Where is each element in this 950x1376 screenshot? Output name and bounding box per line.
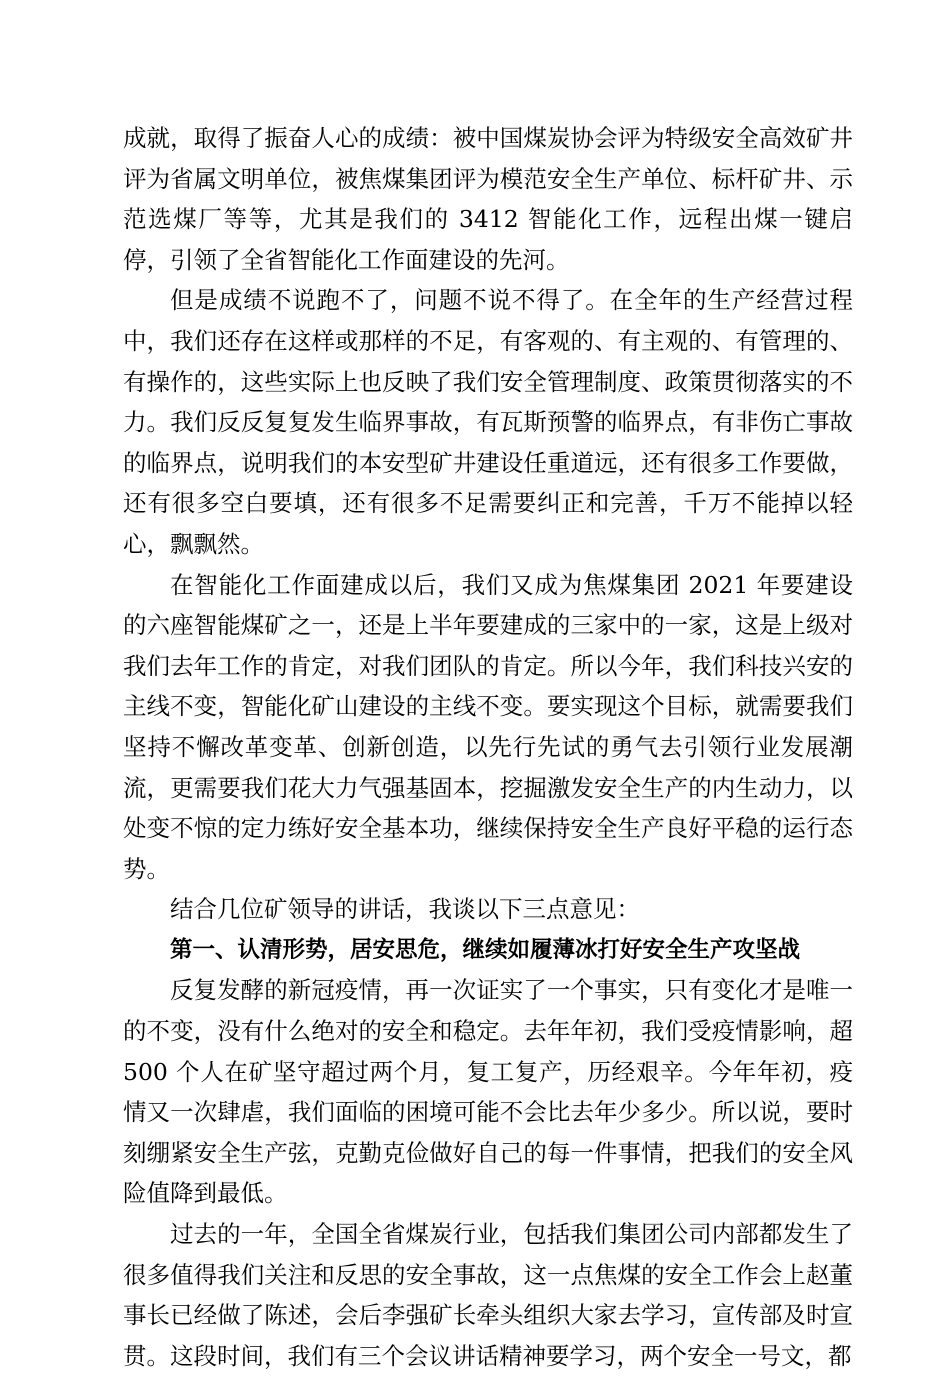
section-heading-first: 第一、认清形势，居安思危，继续如履薄冰打好安全生产攻坚战: [170, 936, 801, 963]
paragraph-smart-mine: 在智能化工作面建成以后，我们又成为焦煤集团 2021 年要建设的六座智能煤矿之一，还是上半年要建成的三家中的一家，这是上级对我们去年工作的肯定，对我们团队的肯定。所以今年，我们科技兴安的主线不变，智能化矿山建设的主线不变。要实现这个目标，就需要我们坚持不懈改革变革、创新创造，以先行先试的勇气去引领行业发展潮流，更需要我们花大力气强基固本，挖掘激发安全生产的内生动力，以处变不惊的定力练好安全基本功，继续保持安全生产良好平稳的运行态势。: [123, 570, 853, 883]
paragraph-past-year: 过去的一年，全国全省煤炭行业，包括我们集团公司内部都发生了很多值得我们关注和反思的安全事故，这一点焦煤的安全工作会上赵董事长已经做了陈述，会后李强矿长牵头组织大家去学习，宣传部及时宣贯。这段时间，我们有三个会议讲话精神要学习，两个安全一号文，都: [123, 1220, 853, 1370]
document-page: [123, 118, 853, 1376]
paragraph-shortcomings: 但是成绩不说跑不了，问题不说不得了。在全年的生产经营过程中，我们还存在这样或那样的不足，有客观的、有主观的、有管理的、有操作的，这些实际上也反映了我们安全管理制度、政策贯彻落实的不力。我们反反复复发生临界事故，有瓦斯预警的临界点，有非伤亡事故的临界点，说明我们的本安型矿井建设任重道远，还有很多工作要做，还有很多空白要填，还有很多不足需要纠正和完善，千万不能掉以轻心，飘飘然。: [123, 286, 853, 558]
paragraph-achievements: 成就，取得了振奋人心的成绩：被中国煤炭协会评为特级安全高效矿井评为省属文明单位，被焦煤集团评为模范安全生产单位、标杆矿井、示范选煤厂等等，尤其是我们的 3412 智能化工作，远程出煤一键启停，引领了全省智能化工作面建设的先河。: [123, 124, 853, 274]
paragraph-covid: 反复发酵的新冠疫情，再一次证实了一个事实，只有变化才是唯一的不变，没有什么绝对的安全和稳定。去年年初，我们受疫情影响，超 500 个人在矿坚守超过两个月，复工复产，历经艰辛。今年年初，疫情又一次肆虐，我们面临的困境可能不会比去年少多少。所以说，要时刻绷紧安全生产弦，克勤克俭做好自己的每一件事情，把我们的安全风险值降到最低。: [123, 976, 853, 1208]
paragraph-three-points-intro: 结合几位矿领导的讲话，我谈以下三点意见：: [170, 895, 640, 924]
